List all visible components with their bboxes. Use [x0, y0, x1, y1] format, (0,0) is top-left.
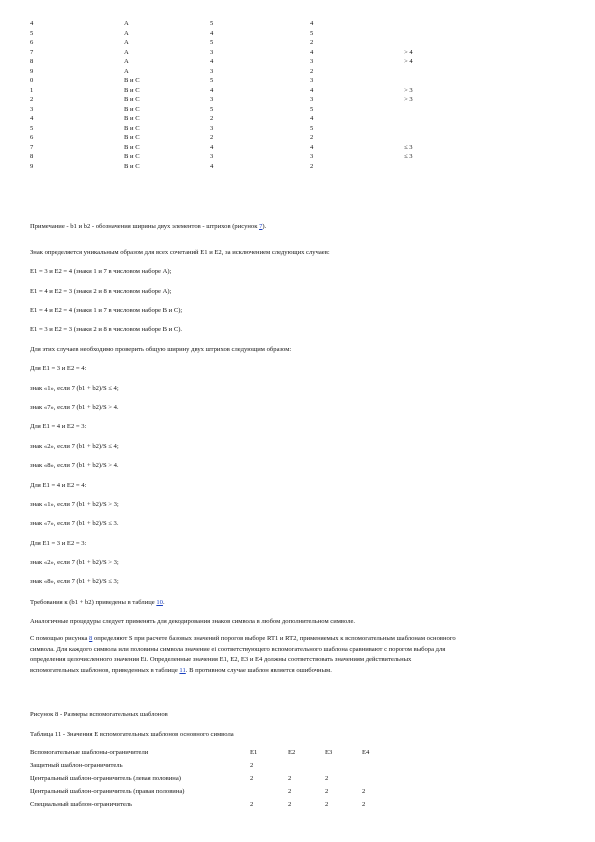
reference-text: Требования к (b1 + b2) приведены в таблице [30, 599, 157, 606]
table-cell: ≤ 3 [404, 153, 413, 160]
table-cell: 5 [30, 29, 34, 37]
table-cell: > 3 [404, 86, 413, 94]
table-cell: 3 [310, 77, 314, 84]
table-cell: 4 [30, 115, 34, 122]
table-cell: B и C [124, 162, 140, 170]
table-cell: 5 [210, 20, 214, 27]
table-cell: 9 [30, 162, 34, 170]
table-header-row [30, 749, 410, 762]
table-cell: B и C [124, 143, 140, 151]
table-row [30, 775, 410, 788]
table-cell: B и C [124, 96, 140, 103]
digit-encoding-table [30, 20, 570, 172]
table-cell: A [124, 39, 129, 46]
table-cell: 2 [310, 39, 314, 46]
table-cell: 2 [250, 801, 254, 808]
table-cell: 3 [210, 48, 214, 56]
paragraph: знак «8», если 7 (b1 + b2)/S > 4. [30, 462, 119, 469]
table-cell: 5 [210, 105, 214, 113]
paragraph: Для E1 = 3 и E2 = 3: [30, 540, 87, 547]
table-row [30, 30, 570, 40]
table-cell: A [124, 67, 129, 75]
table-row [30, 762, 410, 775]
table-row [30, 96, 570, 106]
auxiliary-patterns-table [30, 749, 410, 814]
table-cell: 4 [210, 29, 214, 37]
paragraph: E1 = 4 и E2 = 4 (знаки 1 и 7 в числовом наборе B и C); [30, 307, 183, 314]
table-cell: 5 [210, 77, 214, 84]
table-cell: 3 [310, 153, 314, 160]
table-cell: 2 [250, 762, 254, 769]
paragraph: Для E1 = 3 и E2 = 4: [30, 365, 87, 372]
table-cell: 2 [325, 801, 329, 808]
table-cell: 4 [310, 20, 314, 27]
table-cell: 8 [30, 153, 34, 160]
table-cell: 5 [310, 29, 314, 37]
paragraph: знак «7», если 7 (b1 + b2)/S ≤ 3. [30, 520, 119, 527]
table-cell: ≤ 3 [404, 143, 413, 151]
paragraph-thresholds [30, 634, 460, 676]
paragraph: E1 = 3 и E2 = 4 (знаки 1 и 7 в числовом наборе A); [30, 268, 172, 275]
paragraph: знак «2», если 7 (b1 + b2)/S > 3; [30, 559, 119, 566]
table-row [30, 77, 570, 87]
table-cell: Защитный шаблон-ограничитель [30, 762, 123, 769]
table-cell: > 4 [404, 58, 413, 65]
paragraph-text: определяют S при расчете базовых значений порогов выборе RT1 и RT2, применяемых к вспомогательным шаблонам основного символа. Для каждого символа или половины символа значение ei соответствующего вспомогательного шаблона сравнивают с порогом выбора для определения целочисленного значения Ei. Определенные значения E1, E2, E3 и E4 должны соответствовать значениям действительных вспомогательных шаблонов, приведенных в таблице [30, 635, 456, 674]
table-cell: 2 [288, 775, 292, 782]
table-cell: 2 [250, 775, 254, 782]
table-cell: 3 [210, 67, 214, 75]
table-cell: B и C [124, 124, 140, 132]
column-header: E4 [362, 749, 370, 756]
table-cell: 3 [210, 96, 214, 103]
table-cell: 4 [210, 86, 214, 94]
table-row [30, 153, 570, 163]
paragraph: знак «8», если 7 (b1 + b2)/S ≤ 3; [30, 578, 119, 585]
table-cell: 7 [30, 143, 34, 151]
table-row [30, 20, 570, 30]
table-cell: B и C [124, 153, 140, 160]
table-cell: B и C [124, 105, 140, 113]
column-header: E1 [250, 749, 258, 756]
table-cell: 2 [310, 67, 314, 75]
figure-7-link[interactable]: 7 [259, 223, 263, 230]
table-row [30, 163, 570, 173]
table-caption: Таблица 11 - Значения E вспомогательных шаблонов основного символа [30, 731, 234, 738]
table-cell: 2 [362, 788, 366, 795]
table-cell: A [124, 58, 129, 65]
paragraph: знак «1», если 7 (b1 + b2)/S > 3; [30, 501, 119, 508]
table-cell: 8 [30, 58, 34, 65]
table-cell: > 4 [404, 48, 413, 56]
table-cell: 6 [30, 134, 34, 141]
table-cell: 2 [310, 134, 314, 141]
note-text: Примечание - b1 и b2 - обозначения ширины двух элементов - штрихов (рисунок [30, 223, 260, 230]
paragraph: Для E1 = 4 и E2 = 4: [30, 482, 87, 489]
table-row [30, 801, 410, 814]
paragraph: Знак определяется уникальным образом для всех сочетаний E1 и E2, за исключением следующих случаев: [30, 249, 330, 256]
table-cell: 2 [325, 788, 329, 795]
reference-text-end: . [162, 599, 165, 606]
table-cell: 3 [30, 105, 34, 113]
table-row [30, 87, 570, 97]
table-cell: 4 [310, 86, 314, 94]
paragraph: знак «1», если 7 (b1 + b2)/S ≤ 4; [30, 385, 119, 392]
table-cell: 4 [310, 143, 314, 151]
paragraph: Аналогичные процедуры следует применять для декодирования знаков символа в любом дополнительном символе. [30, 618, 356, 625]
table-cell: 1 [30, 86, 34, 94]
note-text-end: ). [262, 223, 267, 230]
table-cell: B и C [124, 134, 140, 141]
table-cell: 2 [210, 115, 214, 122]
table-cell: 5 [30, 124, 34, 132]
table-row [30, 788, 410, 801]
paragraph: знак «7», если 7 (b1 + b2)/S > 4. [30, 404, 119, 411]
table-cell: A [124, 29, 129, 37]
table-row [30, 58, 570, 68]
table-cell: 2 [288, 788, 292, 795]
column-header: Вспомогательные шаблоны-ограничители [30, 749, 149, 756]
table-note [30, 223, 266, 231]
table-cell: 2 [325, 775, 329, 782]
table-cell: 5 [210, 39, 214, 46]
table-cell: 5 [310, 105, 314, 113]
table-cell: A [124, 48, 129, 56]
table-cell: 2 [210, 134, 214, 141]
table-row [30, 115, 570, 125]
table-cell: 2 [310, 162, 314, 170]
paragraph: E1 = 3 и E2 = 3 (знаки 2 и 8 в числовом наборе B и C). [30, 326, 183, 333]
table-cell: 5 [310, 124, 314, 132]
table-cell: 4 [210, 162, 214, 170]
table-row [30, 39, 570, 49]
paragraph-text: . В противном случае шаблон является ошибочным. [185, 666, 332, 674]
table-cell: 3 [210, 153, 214, 160]
table-cell: 3 [310, 58, 314, 65]
table-cell: 2 [362, 801, 366, 808]
figure-8-link[interactable]: 8 [89, 635, 93, 642]
paragraph: Для этих случаев необходимо проверить общую ширину двух штрихов следующим образом: [30, 346, 292, 353]
table-row [30, 144, 570, 154]
table-cell: Специальный шаблон-ограничитель [30, 801, 133, 808]
table-cell: B и C [124, 86, 140, 94]
table-10-link[interactable]: 10 [156, 599, 163, 606]
table-cell: 6 [30, 39, 34, 46]
table-row [30, 68, 570, 78]
table-cell: 0 [30, 77, 34, 84]
paragraph: знак «2», если 7 (b1 + b2)/S ≤ 4; [30, 443, 119, 450]
table-cell: 4 [210, 58, 214, 65]
table-row [30, 125, 570, 135]
table-10-reference [30, 599, 165, 607]
table-cell: 9 [30, 67, 34, 75]
table-cell: B и C [124, 77, 140, 84]
table-cell: 4 [30, 20, 34, 27]
table-cell: 2 [288, 801, 292, 808]
table-cell: > 3 [404, 96, 413, 103]
table-cell: Центральный шаблон-ограничитель (левая половина) [30, 775, 181, 782]
table-cell: 4 [310, 48, 314, 56]
table-cell: 3 [310, 96, 314, 103]
table-row [30, 134, 570, 144]
paragraph: Для E1 = 4 и E2 = 3: [30, 423, 87, 430]
figure-caption: Рисунок 8 - Размеры вспомогательных шаблонов [30, 711, 168, 718]
column-header: E2 [288, 749, 296, 756]
table-row [30, 106, 570, 116]
table-11-link[interactable]: 11 [179, 666, 186, 674]
paragraph: E1 = 4 и E2 = 3 (знаки 2 и 8 в числовом наборе A); [30, 288, 172, 295]
table-cell: 7 [30, 48, 34, 56]
table-cell: 2 [30, 96, 34, 103]
table-cell: 3 [210, 124, 214, 132]
table-cell: 4 [310, 115, 314, 122]
table-row [30, 49, 570, 59]
column-header: E3 [325, 749, 333, 756]
table-cell: B и C [124, 115, 140, 122]
paragraph-text: С помощью рисунка [30, 635, 90, 642]
table-cell: 4 [210, 143, 214, 151]
table-cell: Центральный шаблон-ограничитель (правая половина) [30, 788, 185, 795]
table-cell: A [124, 20, 129, 27]
